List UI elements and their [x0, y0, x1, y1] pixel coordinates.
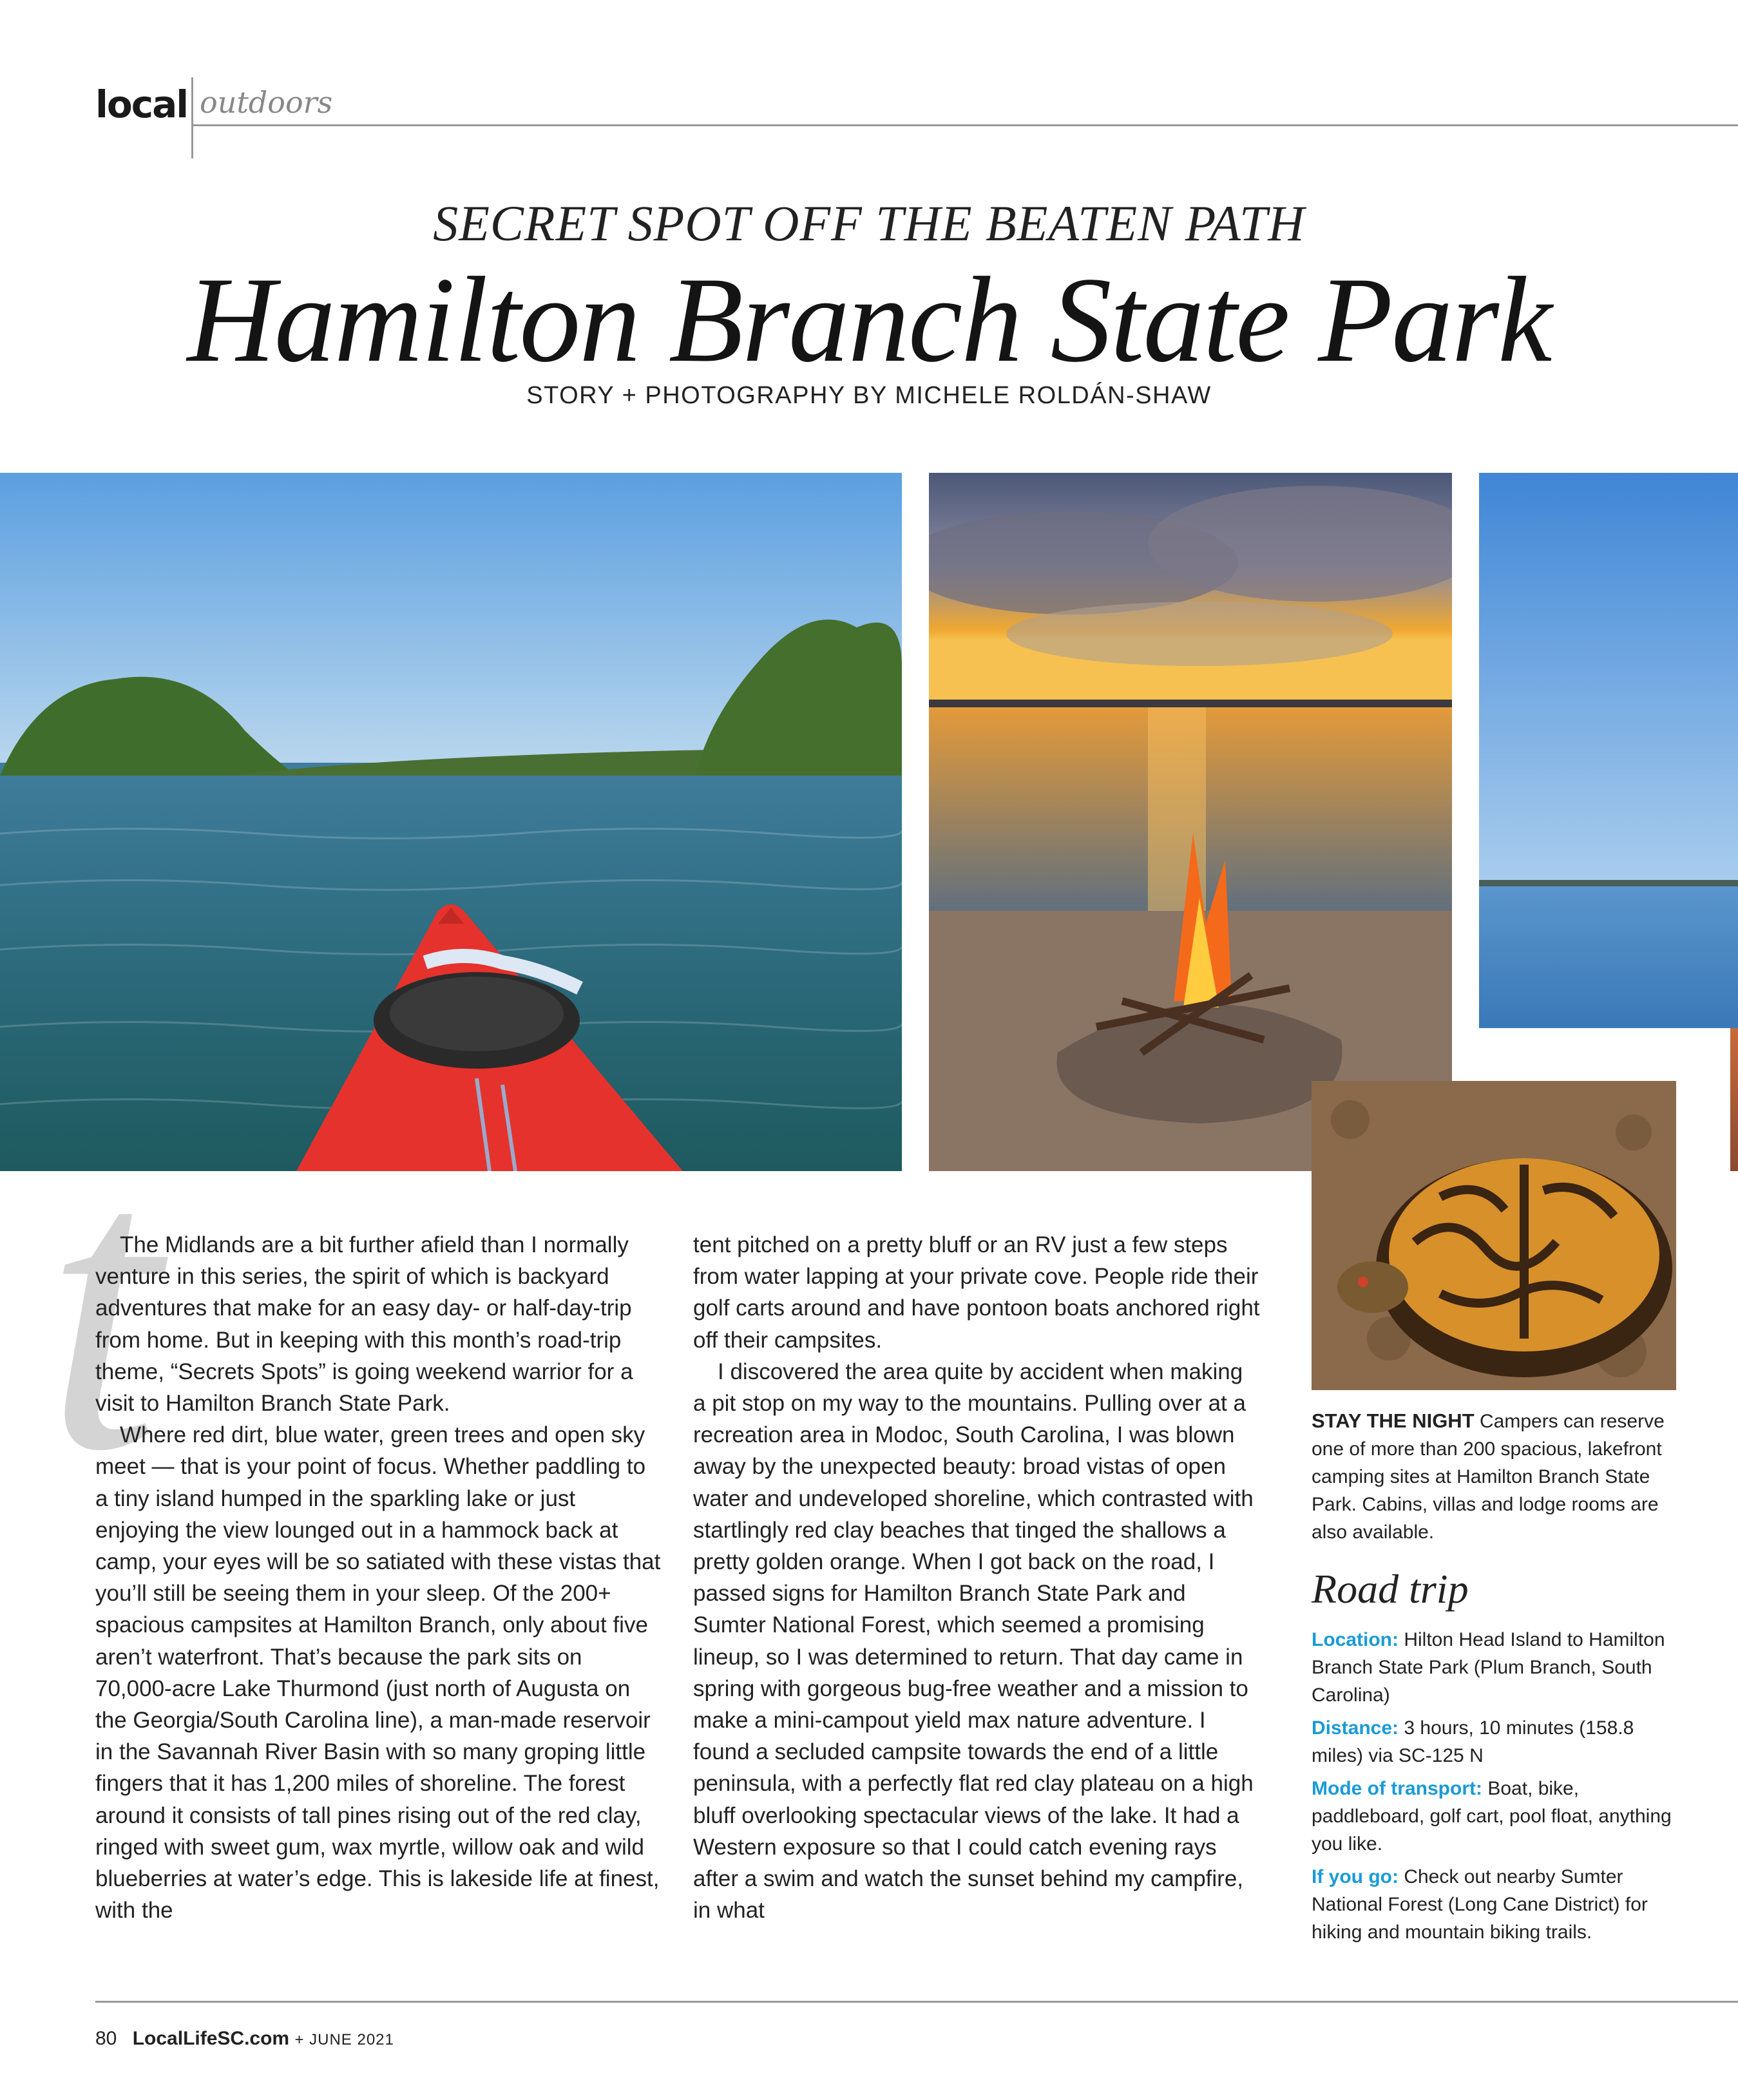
fact-label: Distance:	[1312, 1717, 1399, 1739]
footer-rule	[95, 2001, 1738, 2003]
article-kicker: SECRET SPOT OFF THE BEATEN PATH	[433, 195, 1305, 251]
paragraph: The Midlands are a bit further afield than I normally venture in this series, the spirit of which is backyard adventures that make for an easy day- or half-day-trip from home. But in keeping with this month’s road-trip theme, “Secrets Spots” is going weekend warrior for a visit to Hamilton Branch State Park.	[95, 1232, 633, 1417]
fact-value: Check out nearby Sumter National Forest (Long Cane District) for hiking and mountain biking trails.	[1312, 1866, 1648, 1943]
turtle-photo	[1312, 1081, 1676, 1390]
body-column-1	[95, 1229, 662, 1926]
article-byline: STORY + PHOTOGRAPHY BY MICHELE ROLDÁN-SHAW	[526, 382, 1212, 409]
site-link[interactable]: LocalLifeSC.com	[132, 2028, 290, 2049]
fact-location	[1312, 1626, 1672, 1709]
fact-distance	[1312, 1714, 1672, 1770]
roadtrip-facts	[1312, 1626, 1672, 1951]
fact-label: Mode of transport:	[1312, 1778, 1482, 1799]
sunset-campfire-photo	[929, 473, 1452, 1171]
issue-date: + JUNE 2021	[294, 2031, 394, 2048]
fact-transport	[1312, 1775, 1672, 1858]
page-footer	[95, 2028, 394, 2050]
fact-value: Boat, bike, paddleboard, golf cart, pool float, anything you like.	[1312, 1778, 1672, 1855]
roadtrip-heading: Road trip	[1312, 1566, 1469, 1612]
photo-caption	[1312, 1407, 1672, 1546]
photo-edge-strip	[1730, 1028, 1738, 1171]
header-rule	[191, 124, 1738, 126]
body-column-2	[693, 1229, 1260, 1926]
fact-value: 3 hours, 10 minutes (158.8 miles) via SC-125 N	[1312, 1717, 1634, 1766]
lake-photo	[1479, 473, 1738, 1028]
page-number: 80	[95, 2028, 117, 2049]
drop-cap: t	[45, 1080, 160, 1536]
article-title: Hamilton Branch State Park	[187, 253, 1551, 388]
caption-text: Campers can reserve one of more than 200 spacious, lakefront camping sites at Hamilton Branch State Park. Cabins, villas and lodge rooms are also available.	[1312, 1411, 1665, 1543]
brand-logo: local	[95, 82, 188, 126]
paragraph: I discovered the area quite by accident when making a pit stop on my way to the mountains. Pulling over at a recreation area in Modoc, South Carolina, I was blown away by the unexpected beauty: broad vistas of open water and undeveloped shoreline, which contrasted with startlingly red clay beaches that tinged the shallows a pretty golden orange. When I got back on the road, I passed signs for Hamilton Branch State Park and Sumter National Forest, which seemed a promising lineup, so I was determined to return. That day came in spring with gorgeous bug-free weather and a mission to make a mini-campout yield max nature adventure. I found a secluded campsite towards the end of a little peninsula, with a perfectly flat red clay plateau on a high bluff overlooking spectacular views of the lake. It had a Western exposure so that I could catch evening rays after a swim and watch the sunset behind my campfire, in what	[693, 1359, 1254, 1923]
fact-label: Location:	[1312, 1629, 1399, 1650]
kayak-photo	[0, 473, 902, 1171]
paragraph: Where red dirt, blue water, green trees and open sky meet — that is your point of focus. Whether paddling to a tiny island humped in the sparkling lake or just enjoying the view lounged out in a hammock back at camp, your eyes will be so satiated with these vistas that you’ll still be seeing them in your sleep. Of the 200+ spacious campsites at Hamilton Branch, only about five aren’t waterfront. That’s because the park sits on 70,000-acre Lake Thurmond (just north of Augusta on the Georgia/South Carolina line), a man-made reservoir in the Savannah River Basin with so many groping little fingers that it has 1,200 miles of shoreline. The forest around it consists of tall pines rising out of the red clay, ringed with sweet gum, wax myrtle, willow oak and wild blueberries at water’s edge. This is lakeside life at finest, with the	[95, 1422, 661, 1923]
fact-value: Hilton Head Island to Hamilton Branch State Park (Plum Branch, South Carolina)	[1312, 1629, 1665, 1706]
fact-if-you-go	[1312, 1863, 1672, 1946]
caption-lead: STAY THE NIGHT	[1312, 1409, 1475, 1432]
fact-label: If you go:	[1312, 1866, 1399, 1887]
paragraph: tent pitched on a pretty bluff or an RV just a few steps from water lapping at your private cove. People ride their golf carts around and have pontoon boats anchored right off their campsites.	[693, 1232, 1260, 1353]
section-label: outdoors	[200, 85, 333, 120]
brand-divider	[191, 77, 193, 158]
